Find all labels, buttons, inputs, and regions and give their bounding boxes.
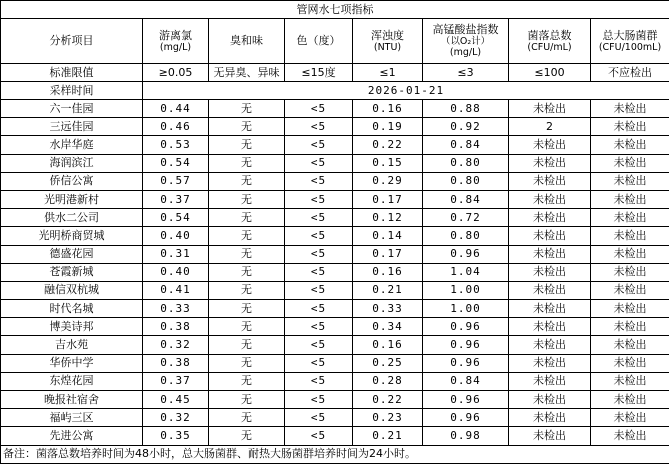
cell-permanganate: 0.92 xyxy=(423,118,509,136)
table-row xyxy=(1,190,669,208)
cell-coliform: 未检出 xyxy=(591,281,669,299)
cell-bacteria: 未检出 xyxy=(509,100,591,118)
cell-coliform: 未检出 xyxy=(591,336,669,354)
table-row xyxy=(1,372,669,390)
cell-site: 德盛花园 xyxy=(1,245,143,263)
cell-bacteria: 未检出 xyxy=(509,172,591,190)
standard-coliform: 不应检出 xyxy=(591,64,669,82)
cell-color: <5 xyxy=(285,391,353,409)
cell-bacteria: 未检出 xyxy=(509,227,591,245)
cell-turbidity: 0.15 xyxy=(353,154,423,172)
cell-color: <5 xyxy=(285,427,353,445)
cell-color: <5 xyxy=(285,354,353,372)
cell-color: <5 xyxy=(285,172,353,190)
cell-permanganate: 1.04 xyxy=(423,263,509,281)
cell-chlorine: 0.35 xyxy=(143,427,209,445)
cell-turbidity: 0.33 xyxy=(353,300,423,318)
cell-bacteria: 未检出 xyxy=(509,354,591,372)
cell-turbidity: 0.16 xyxy=(353,100,423,118)
cell-odor: 无 xyxy=(209,427,285,445)
cell-color: <5 xyxy=(285,227,353,245)
cell-odor: 无 xyxy=(209,300,285,318)
cell-permanganate: 0.84 xyxy=(423,372,509,390)
cell-chlorine: 0.46 xyxy=(143,118,209,136)
sampling-label: 采样时间 xyxy=(1,82,143,100)
note-row xyxy=(1,445,669,463)
table-row xyxy=(1,354,669,372)
cell-odor: 无 xyxy=(209,245,285,263)
cell-chlorine: 0.40 xyxy=(143,263,209,281)
table-row xyxy=(1,154,669,172)
cell-color: <5 xyxy=(285,372,353,390)
table-row xyxy=(1,245,669,263)
cell-site: 东煌花园 xyxy=(1,372,143,390)
cell-chlorine: 0.45 xyxy=(143,391,209,409)
table-row xyxy=(1,427,669,445)
cell-chlorine: 0.54 xyxy=(143,154,209,172)
cell-odor: 无 xyxy=(209,136,285,154)
cell-odor: 无 xyxy=(209,100,285,118)
cell-site: 光明桥商贸城 xyxy=(1,227,143,245)
cell-turbidity: 0.19 xyxy=(353,118,423,136)
cell-coliform: 未检出 xyxy=(591,318,669,336)
cell-odor: 无 xyxy=(209,281,285,299)
cell-bacteria: 未检出 xyxy=(509,391,591,409)
cell-permanganate: 0.96 xyxy=(423,318,509,336)
cell-bacteria: 未检出 xyxy=(509,372,591,390)
cell-coliform: 未检出 xyxy=(591,391,669,409)
standard-permanganate: ≤3 xyxy=(423,64,509,82)
cell-color: <5 xyxy=(285,336,353,354)
cell-coliform: 未检出 xyxy=(591,409,669,427)
cell-chlorine: 0.32 xyxy=(143,409,209,427)
cell-bacteria: 未检出 xyxy=(509,136,591,154)
cell-site: 光明港新村 xyxy=(1,190,143,208)
standard-bacteria: ≤100 xyxy=(509,64,591,82)
cell-chlorine: 0.37 xyxy=(143,190,209,208)
standard-row xyxy=(1,64,669,82)
cell-odor: 无 xyxy=(209,354,285,372)
sampling-date: 2026-01-21 xyxy=(143,82,669,100)
cell-site: 融信双杭城 xyxy=(1,281,143,299)
cell-chlorine: 0.57 xyxy=(143,172,209,190)
cell-odor: 无 xyxy=(209,372,285,390)
header-turbidity: 浑浊度 (NTU) xyxy=(353,19,423,64)
cell-site: 时代名城 xyxy=(1,300,143,318)
cell-permanganate: 0.98 xyxy=(423,427,509,445)
table-row xyxy=(1,118,669,136)
cell-coliform: 未检出 xyxy=(591,100,669,118)
header-permanganate: 高锰酸盐指数 （以O₂计） (mg/L) xyxy=(423,19,509,64)
cell-permanganate: 1.00 xyxy=(423,281,509,299)
table-row xyxy=(1,100,669,118)
cell-turbidity: 0.17 xyxy=(353,190,423,208)
cell-turbidity: 0.17 xyxy=(353,245,423,263)
standard-label: 标准限值 xyxy=(1,64,143,82)
cell-permanganate: 0.72 xyxy=(423,209,509,227)
cell-turbidity: 0.28 xyxy=(353,372,423,390)
cell-permanganate: 0.96 xyxy=(423,245,509,263)
cell-bacteria: 未检出 xyxy=(509,263,591,281)
standard-turbidity: ≤1 xyxy=(353,64,423,82)
header-coliform: 总大肠菌群 (CFU/100mL) xyxy=(591,19,669,64)
cell-chlorine: 0.44 xyxy=(143,100,209,118)
cell-color: <5 xyxy=(285,100,353,118)
cell-bacteria: 未检出 xyxy=(509,190,591,208)
cell-coliform: 未检出 xyxy=(591,190,669,208)
cell-permanganate: 0.96 xyxy=(423,409,509,427)
cell-permanganate: 0.96 xyxy=(423,336,509,354)
cell-bacteria: 未检出 xyxy=(509,300,591,318)
cell-coliform: 未检出 xyxy=(591,154,669,172)
cell-permanganate: 0.80 xyxy=(423,172,509,190)
cell-site: 海润滨江 xyxy=(1,154,143,172)
cell-site: 水岸华庭 xyxy=(1,136,143,154)
table-row xyxy=(1,136,669,154)
cell-coliform: 未检出 xyxy=(591,300,669,318)
cell-site: 吉水苑 xyxy=(1,336,143,354)
cell-turbidity: 0.34 xyxy=(353,318,423,336)
cell-permanganate: 0.96 xyxy=(423,391,509,409)
cell-turbidity: 0.12 xyxy=(353,209,423,227)
cell-site: 六一佳园 xyxy=(1,100,143,118)
cell-bacteria: 未检出 xyxy=(509,318,591,336)
cell-bacteria: 未检出 xyxy=(509,209,591,227)
cell-coliform: 未检出 xyxy=(591,136,669,154)
cell-coliform: 未检出 xyxy=(591,118,669,136)
table-row xyxy=(1,336,669,354)
cell-color: <5 xyxy=(285,409,353,427)
cell-site: 苍霞新城 xyxy=(1,263,143,281)
cell-turbidity: 0.21 xyxy=(353,427,423,445)
cell-site: 华侨中学 xyxy=(1,354,143,372)
cell-bacteria: 未检出 xyxy=(509,245,591,263)
table-row xyxy=(1,172,669,190)
table-row xyxy=(1,209,669,227)
cell-bacteria: 未检出 xyxy=(509,154,591,172)
cell-color: <5 xyxy=(285,263,353,281)
table-row xyxy=(1,263,669,281)
cell-site: 晚报社宿舍 xyxy=(1,391,143,409)
table-row xyxy=(1,391,669,409)
cell-chlorine: 0.31 xyxy=(143,245,209,263)
cell-turbidity: 0.21 xyxy=(353,281,423,299)
cell-odor: 无 xyxy=(209,154,285,172)
cell-coliform: 未检出 xyxy=(591,245,669,263)
cell-permanganate: 0.84 xyxy=(423,136,509,154)
cell-site: 三远佳园 xyxy=(1,118,143,136)
footnote: 备注：菌落总数培养时间为48小时，总大肠菌群、耐热大肠菌群培养时间为24小时。 xyxy=(1,445,669,463)
cell-color: <5 xyxy=(285,118,353,136)
cell-coliform: 未检出 xyxy=(591,227,669,245)
header-row xyxy=(1,19,669,64)
cell-site: 供水二公司 xyxy=(1,209,143,227)
cell-odor: 无 xyxy=(209,190,285,208)
cell-permanganate: 0.88 xyxy=(423,100,509,118)
cell-coliform: 未检出 xyxy=(591,427,669,445)
cell-permanganate: 0.80 xyxy=(423,227,509,245)
cell-chlorine: 0.53 xyxy=(143,136,209,154)
table-row xyxy=(1,281,669,299)
cell-odor: 无 xyxy=(209,318,285,336)
cell-bacteria: 未检出 xyxy=(509,336,591,354)
cell-chlorine: 0.40 xyxy=(143,227,209,245)
cell-color: <5 xyxy=(285,281,353,299)
cell-color: <5 xyxy=(285,318,353,336)
cell-coliform: 未检出 xyxy=(591,209,669,227)
cell-turbidity: 0.22 xyxy=(353,391,423,409)
header-color: 色（度） xyxy=(285,19,353,64)
header-odor: 臭和味 xyxy=(209,19,285,64)
cell-turbidity: 0.14 xyxy=(353,227,423,245)
cell-bacteria: 未检出 xyxy=(509,281,591,299)
standard-odor: 无异臭、异味 xyxy=(209,64,285,82)
cell-coliform: 未检出 xyxy=(591,354,669,372)
standard-chlorine: ≥0.05 xyxy=(143,64,209,82)
cell-site: 博美诗邦 xyxy=(1,318,143,336)
cell-bacteria: 未检出 xyxy=(509,427,591,445)
cell-coliform: 未检出 xyxy=(591,372,669,390)
cell-chlorine: 0.37 xyxy=(143,372,209,390)
cell-color: <5 xyxy=(285,209,353,227)
cell-color: <5 xyxy=(285,245,353,263)
cell-chlorine: 0.38 xyxy=(143,318,209,336)
cell-turbidity: 0.23 xyxy=(353,409,423,427)
header-bacteria: 菌落总数 (CFU/mL) xyxy=(509,19,591,64)
cell-site: 侨信公寓 xyxy=(1,172,143,190)
cell-turbidity: 0.16 xyxy=(353,263,423,281)
cell-site: 先进公寓 xyxy=(1,427,143,445)
sampling-row xyxy=(1,82,669,100)
cell-chlorine: 0.38 xyxy=(143,354,209,372)
cell-permanganate: 1.00 xyxy=(423,300,509,318)
cell-color: <5 xyxy=(285,136,353,154)
cell-coliform: 未检出 xyxy=(591,172,669,190)
cell-odor: 无 xyxy=(209,227,285,245)
cell-odor: 无 xyxy=(209,172,285,190)
cell-color: <5 xyxy=(285,154,353,172)
cell-turbidity: 0.29 xyxy=(353,172,423,190)
table-row xyxy=(1,300,669,318)
cell-odor: 无 xyxy=(209,263,285,281)
cell-odor: 无 xyxy=(209,209,285,227)
cell-turbidity: 0.16 xyxy=(353,336,423,354)
cell-turbidity: 0.25 xyxy=(353,354,423,372)
table-row xyxy=(1,227,669,245)
cell-turbidity: 0.22 xyxy=(353,136,423,154)
header-chlorine: 游离氯 (mg/L) xyxy=(143,19,209,64)
table-title: 管网水七项指标 xyxy=(1,1,669,19)
cell-chlorine: 0.41 xyxy=(143,281,209,299)
cell-odor: 无 xyxy=(209,336,285,354)
cell-chlorine: 0.33 xyxy=(143,300,209,318)
cell-permanganate: 0.84 xyxy=(423,190,509,208)
table-row xyxy=(1,409,669,427)
cell-chlorine: 0.32 xyxy=(143,336,209,354)
standard-color: ≤15度 xyxy=(285,64,353,82)
cell-bacteria: 未检出 xyxy=(509,409,591,427)
cell-permanganate: 0.96 xyxy=(423,354,509,372)
cell-bacteria: 2 xyxy=(509,118,591,136)
table-row xyxy=(1,318,669,336)
header-item: 分析项目 xyxy=(1,19,143,64)
cell-permanganate: 0.80 xyxy=(423,154,509,172)
cell-site: 福屿三区 xyxy=(1,409,143,427)
cell-odor: 无 xyxy=(209,391,285,409)
cell-odor: 无 xyxy=(209,409,285,427)
cell-odor: 无 xyxy=(209,118,285,136)
cell-color: <5 xyxy=(285,190,353,208)
cell-chlorine: 0.54 xyxy=(143,209,209,227)
cell-coliform: 未检出 xyxy=(591,263,669,281)
cell-color: <5 xyxy=(285,300,353,318)
